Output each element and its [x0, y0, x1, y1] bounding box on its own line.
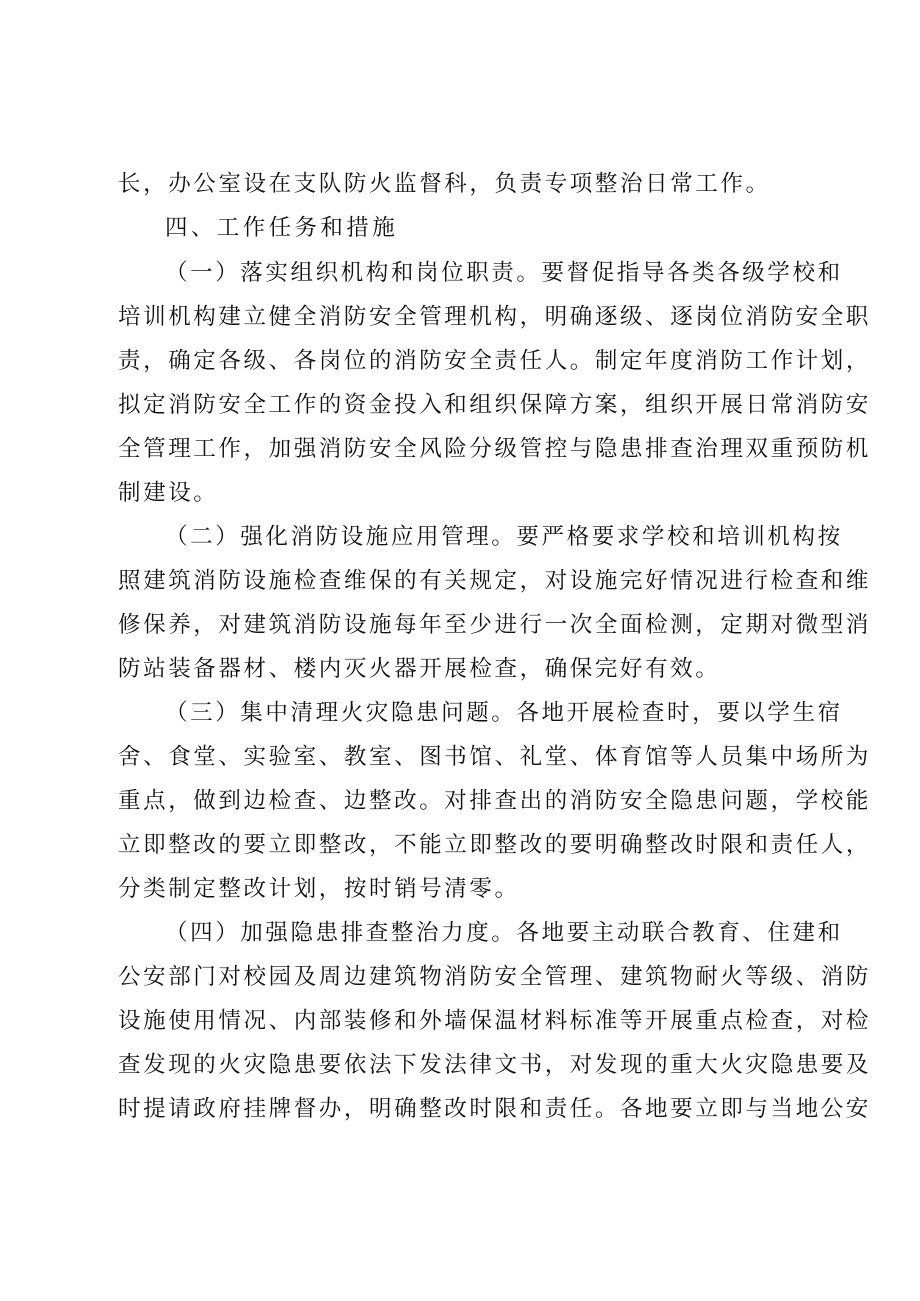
- paragraph-2-line: 修保养，对建筑消防设施每年至少进行一次全面检测，定期对微型消: [118, 612, 872, 638]
- paragraph-4-line: 公安部门对校园及周边建筑物消防安全管理、建筑物耐火等级、消防: [118, 964, 872, 990]
- paragraph-4-line: （四）加强隐患排查整治力度。各地要主动联合教育、住建和: [165, 920, 843, 946]
- section-heading: 四、工作任务和措施: [165, 215, 399, 241]
- paragraph-2-line: 防站装备器材、楼内灭火器开展检查，确保完好有效。: [118, 656, 721, 682]
- text-line: 长，办公室设在支队防火监督科，负责专项整治日常工作。: [118, 171, 771, 197]
- paragraph-3-line: 立即整改的要立即整改，不能立即整改的要明确整改时限和责任人，: [118, 832, 872, 858]
- paragraph-2-line: （二）强化消防设施应用管理。要严格要求学校和培训机构按: [165, 524, 843, 550]
- paragraph-3-line: 重点，做到边检查、边整改。对排查出的消防安全隐患问题，学校能: [118, 788, 872, 814]
- paragraph-1-line: 培训机构建立健全消防安全管理机构，明确逐级、逐岗位消防安全职: [118, 304, 872, 330]
- paragraph-3-line: （三）集中清理火灾隐患问题。各地开展检查时，要以学生宿: [165, 700, 843, 726]
- paragraph-4-line: 设施使用情况、内部装修和外墙保温材料标准等开展重点检查，对检: [118, 1008, 872, 1034]
- paragraph-3-line: 舍、食堂、实验室、教室、图书馆、礼堂、体育馆等人员集中场所为: [118, 744, 872, 770]
- paragraph-1-line: 制建设。: [118, 480, 219, 506]
- paragraph-1-line: 全管理工作，加强消防安全风险分级管控与隐患排查治理双重预防机: [118, 436, 872, 462]
- paragraph-4-line: 时提请政府挂牌督办，明确整改时限和责任。各地要立即与当地公安: [118, 1096, 872, 1122]
- paragraph-1-line: 拟定消防安全工作的资金投入和组织保障方案，组织开展日常消防安: [118, 392, 872, 418]
- paragraph-3-line: 分类制定整改计划，按时销号清零。: [118, 876, 520, 902]
- paragraph-2-line: 照建筑消防设施检查维保的有关规定，对设施完好情况进行检查和维: [118, 568, 872, 594]
- paragraph-1-line: （一）落实组织机构和岗位职责。要督促指导各类各级学校和: [165, 260, 843, 286]
- paragraph-1-line: 责，确定各级、各岗位的消防安全责任人。制定年度消防工作计划，: [118, 348, 872, 374]
- paragraph-4-line: 查发现的火灾隐患要依法下发法律文书，对发现的重大火灾隐患要及: [118, 1052, 872, 1078]
